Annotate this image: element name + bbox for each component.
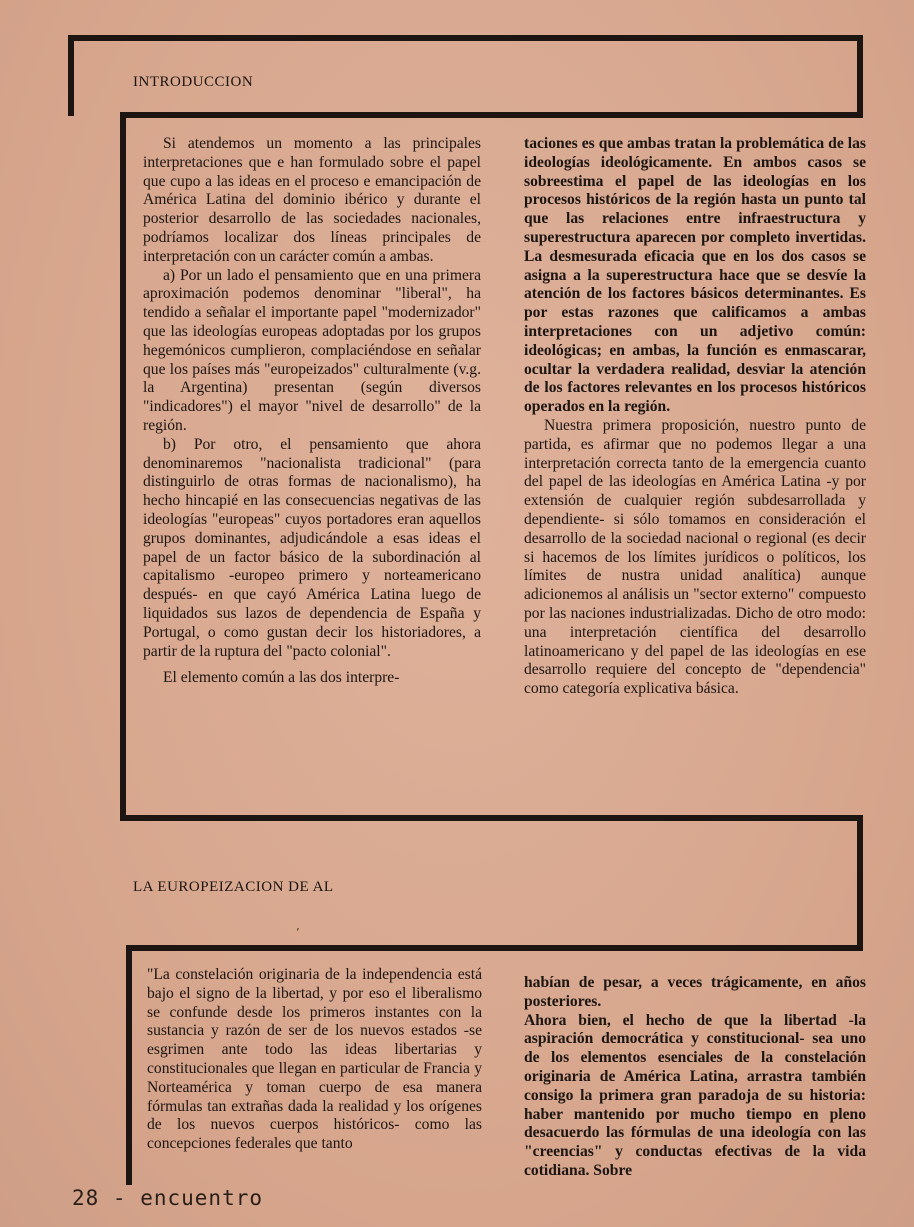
paragraph: habían de pesar, a veces trágicamente, en años posteriores.	[524, 974, 866, 1010]
paragraph: "La constelación originaria de la independencia está bajo el signo de la libertad, y por eso el liberalismo se confunde desde los primeros instantes con la sustancia y razón de ser de los nuevos estados -se esgrimen ante todo las ideas libertarias y constitucionales que llegan en particular de Francia y Norteamérica y toman cuerpo de esa manera fórmulas tan extrañas dada la realidad y los orígenes de los nuevos cuerpos históricos- como las concepciones federales que tanto	[147, 966, 482, 1153]
article-column-left	[143, 135, 481, 688]
frame-line	[120, 112, 126, 820]
paragraph: Ahora bien, el hecho de que la libertad -la aspiración democrática y constitucional- sea uno de los elementos esenciales de la constelación originaria de América Latina, arrastra también consigo la primera gran paradoja de su historia: haber mantenido por mucho tiempo en pleno desacuerdo las fórmulas de una ideología con las "creencias" y conductas efectivas de la vida cotidiana. Sobre	[524, 1011, 866, 1179]
frame-line	[857, 35, 863, 116]
frame-line	[68, 35, 863, 41]
frame-line	[120, 112, 863, 118]
paragraph: Nuestra primera proposición, nuestro punto de partida, es afirmar que no podemos llegar a una interpretación correcta tanto de la emergencia cuanto del papel de las ideologías en América Latina -y por extensión de cualquier región subdesarrollada y dependiente- si sólo tomamos en consideración el desarrollo de la sociedad nacional o regional (es decir si hacemos de los límites jurídicos o políticos, los límites de nustra unidad analítica) aunque adicionemos al análisis un "sector externo" compuesto por las naciones industrializadas. Dicho de otro modo: una interpretación científica del desarrollo latinoamericano y del papel de las ideologías en ese desarrollo requiere del concepto de "dependencia" como categoría explicativa básica.	[524, 416, 866, 698]
article-column-right	[524, 974, 866, 1181]
paragraph: taciones es que ambas tratan la problemática de las ideologías ideológicamente. En ambos casos se sobreestima el papel de las ideologías en los procesos históricos de la región hasta un punto tal que las relaciones entre infraestructura y superestructura aparecen por completo invertidas. La desmesurada eficacia que en los dos casos se asigna a la superestructura hace que se desvíe la atención de los factores básicos determinantes. Es por estas razones que calificamos a ambas interpretaciones con un adjetivo común: ideológicas; en ambas, la función es enmascarar, ocultar la verdadera realidad, desviar la atención de los factores relevantes en los procesos históricos operados en la región.	[524, 135, 866, 416]
paragraph: a) Por un lado el pensamiento que en una primera aproximación podemos denominar "liberal", ha tendido a señalar el importante papel "modernizador" que las ideologías europeas adoptadas por los grupos hegemónicos cumplieron, complaciéndose en señalar que los países más "europeizados" culturalmente (v.g. la Argentina) presentan (según diversos "indicadores") el mayor "nivel de desarrollo" de la región.	[143, 266, 481, 434]
section-title: LA EUROPEIZACION DE AL	[133, 879, 334, 895]
frame-line	[68, 35, 74, 116]
section-title: INTRODUCCION	[133, 74, 254, 90]
frame-line	[857, 815, 863, 950]
paragraph: b) Por otro, el pensamiento que ahora denominaremos "nacionalista tradicional" (para distinguirlo de otras formas de nacionalismo), ha hecho hincapié en las consecuencias negativas de las ideologías "europeas" cuyos portadores eran aquellos grupos dominantes, adjudicándole a esas ideas el papel de un factor básico de la subordinación al capitalismo -europeo primero y norteamericano después- en que cayó América Latina luego de liquidados sus lazos de dependencia de España y Portugal, o como gustan decir los historiadores, a partir de la ruptura del "pacto colonial".	[143, 435, 481, 660]
frame-line	[126, 945, 863, 951]
article-column-right	[524, 135, 866, 699]
page-footer: 28 - encuentro	[72, 1186, 264, 1210]
paragraph: Si atendemos un momento a las principales interpretaciones que e han formulado sobre el papel que cupo a las ideas en el proceso e emancipación de América Latina del dominio ibérico y durante el posterior desarrollo de las sociedades nacionales, podríamos localizar dos líneas principales de interpretación con un carácter común a ambas.	[143, 135, 481, 265]
frame-line	[126, 945, 132, 1185]
print-mark: ’	[296, 926, 300, 939]
frame-line	[120, 815, 860, 821]
article-column-left	[147, 966, 482, 1154]
paragraph: El elemento común a las dos interpre-	[163, 669, 400, 687]
